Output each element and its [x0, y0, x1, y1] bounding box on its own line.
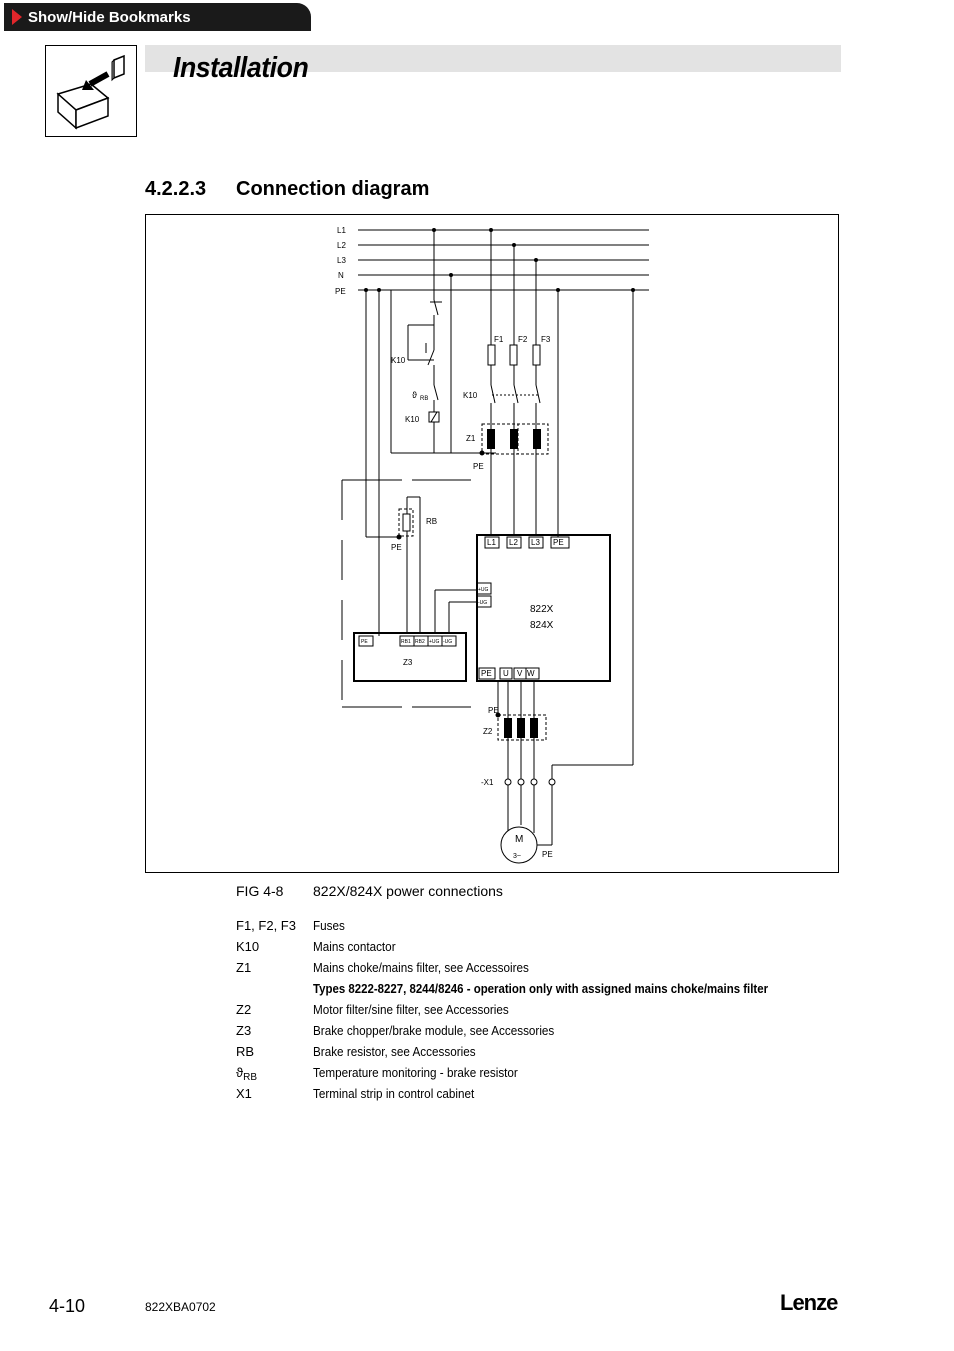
page-number: 4-10 — [49, 1296, 86, 1316]
brake-terminal-rb2: RB2 — [415, 639, 425, 645]
legend-key: Z2 — [236, 1002, 252, 1017]
legend-key: F1, F2, F3 — [236, 918, 296, 933]
pe-label-z2: PE — [488, 706, 499, 715]
brake-terminal-rb1: RB1 — [401, 639, 411, 645]
controller-terminal-pe-out: PE — [481, 669, 492, 678]
mains-bus — [358, 230, 649, 290]
controller-terminal-minus-ug: -UG — [478, 600, 488, 606]
fuse-label-f3: F3 — [541, 335, 551, 344]
legend-value: Temperature monitoring - brake resistor — [313, 1065, 518, 1080]
pe-label-z1: PE — [473, 462, 484, 471]
legend-row — [236, 939, 836, 960]
legend-row — [236, 960, 836, 981]
pe-label-rb: PE — [391, 543, 402, 552]
figure-caption: 822X/824X power connections — [313, 883, 503, 899]
legend-key-symbol: ϑ — [236, 1065, 244, 1080]
mains-label-l3: L3 — [337, 256, 346, 265]
controller-terminal-pe: PE — [553, 538, 564, 547]
installation-box-icon — [45, 45, 137, 137]
fuse-label-f1: F1 — [494, 335, 504, 344]
legend-row — [236, 1002, 836, 1023]
brake-resistor-rb — [399, 509, 413, 536]
mains-label-l1: L1 — [337, 226, 346, 235]
mains-label-n: N — [338, 271, 344, 280]
fuse-f2 — [510, 345, 517, 365]
legend-key: RB — [236, 1044, 255, 1059]
section-number: 4.2.2.3 — [145, 178, 207, 200]
controller-name-2: 824X — [530, 620, 554, 631]
legend-key-sub: RB — [243, 1072, 258, 1083]
legend-value: Mains contactor — [313, 939, 396, 954]
chapter-title: Installation — [173, 52, 309, 84]
connection-diagram — [145, 214, 839, 873]
mains-label-pe: PE — [335, 287, 346, 296]
legend-value: Fuses — [313, 918, 345, 933]
arrow-right-icon — [12, 9, 22, 25]
bookmark-label: Show/Hide Bookmarks — [28, 8, 191, 26]
legend-key: Z3 — [236, 1023, 252, 1038]
legend-value-bold: Types 8222-8227, 8244/8246 - operation only with assigned mains choke/mains filter — [313, 981, 769, 996]
brake-label: Z3 — [403, 658, 413, 667]
controller-terminal-v: V — [517, 669, 523, 678]
contactor-coil-label: K10 — [405, 415, 420, 424]
motor-label: M — [515, 834, 524, 845]
temp-symbol-sub: RB — [420, 396, 429, 402]
contactor-label-main: K10 — [463, 391, 478, 400]
legend-value: Mains choke/mains filter, see Accessoires — [313, 960, 529, 975]
brake-terminal-plus-ug: +UG — [429, 639, 440, 645]
filter-label-z2: Z2 — [483, 727, 493, 736]
choke-z1-label: Z1 — [466, 434, 476, 443]
controller-name-1: 822X — [530, 604, 554, 615]
legend-row — [236, 1086, 836, 1107]
fuse-label-f2: F2 — [518, 335, 528, 344]
terminal-strip-label: -X1 — [481, 778, 494, 787]
legend-key: K10 — [236, 939, 260, 954]
legend-row — [236, 1044, 836, 1065]
section-title: Connection diagram — [236, 178, 430, 200]
temp-symbol: ϑ — [412, 390, 417, 400]
pe-label-motor: PE — [542, 850, 553, 859]
controller-terminal-u: U — [503, 669, 509, 678]
fuse-f1 — [488, 345, 495, 365]
contactor-label-control: K10 — [391, 356, 406, 365]
controller-terminal-l3: L3 — [531, 538, 540, 547]
legend-list — [236, 918, 836, 1107]
lenze-logo: Lenze — [780, 1290, 838, 1315]
motor-phase: 3~ — [513, 853, 521, 860]
legend-value: Brake chopper/brake module, see Accessories — [313, 1023, 555, 1038]
legend-key — [236, 1065, 257, 1083]
controller-terminal-plus-ug: +UG — [478, 587, 489, 593]
legend-value: Brake resistor, see Accessories — [313, 1044, 476, 1059]
controller-terminal-l2: L2 — [509, 538, 518, 547]
figure-id: FIG 4-8 — [236, 883, 284, 899]
legend-row — [236, 918, 836, 939]
legend-row-note — [236, 981, 836, 1002]
show-hide-bookmarks-button[interactable] — [4, 3, 311, 31]
fuse-f3 — [533, 345, 540, 365]
controller-terminal-w: W — [527, 669, 535, 678]
controller-terminal-l1: L1 — [487, 538, 496, 547]
brake-terminal-minus-ug: -UG — [443, 639, 453, 645]
document-code: 822XBA0702 — [145, 1300, 216, 1314]
legend-value: Terminal strip in control cabinet — [313, 1086, 475, 1101]
mains-label-l2: L2 — [337, 241, 346, 250]
legend-key: X1 — [236, 1086, 252, 1101]
legend-value: Motor filter/sine filter, see Accessories — [313, 1002, 509, 1017]
legend-row — [236, 1065, 836, 1086]
resistor-label: RB — [426, 517, 438, 526]
legend-row — [236, 1023, 836, 1044]
legend-key: Z1 — [236, 960, 252, 975]
brake-terminal-pe: PE — [361, 639, 368, 645]
